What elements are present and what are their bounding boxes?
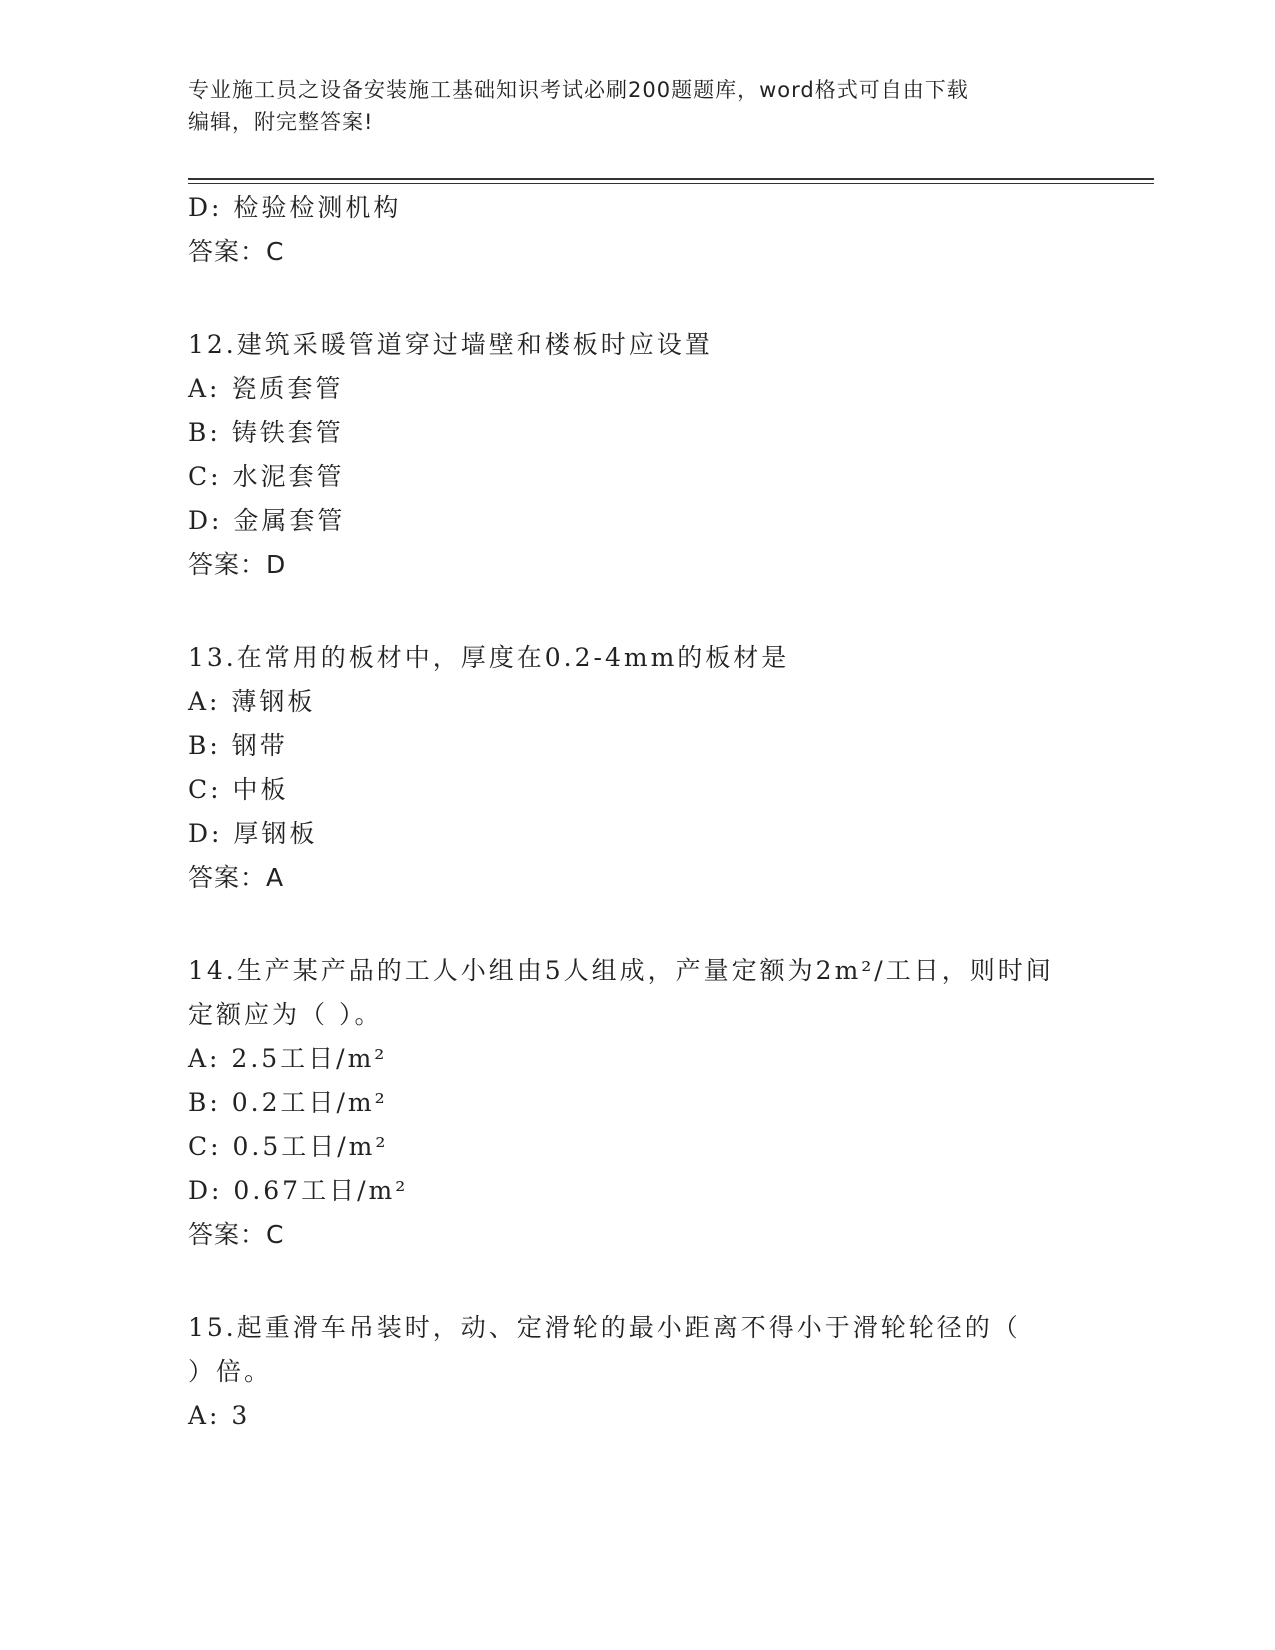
prev-answer: 答案：C — [188, 237, 285, 266]
question-12-option-d: D: 金属套管 — [188, 506, 346, 535]
question-12-option-a: A: 瓷质套管 — [188, 374, 344, 403]
question-14-answer: 答案：C — [188, 1220, 285, 1249]
question-15-stem-line-2: ）倍。 — [188, 1357, 273, 1386]
question-13-option-a: A: 薄钢板 — [188, 687, 316, 716]
question-14-option-a: A: 2.5工日/m² — [188, 1044, 388, 1073]
question-14-stem-line-1: 14.生产某产品的工人小组由5人组成，产量定额为2m²/工日，则时间 — [188, 956, 1054, 985]
header-divider-thick — [188, 178, 1154, 180]
header-line-1: 专业施工员之设备安装施工基础知识考试必刷200题题库，word格式可自由下载 — [188, 78, 969, 102]
question-12-option-c: C: 水泥套管 — [188, 462, 345, 491]
question-12-answer: 答案：D — [188, 550, 287, 579]
header-line-2: 编辑，附完整答案! — [188, 110, 374, 134]
question-14-stem-line-2: 定额应为（ ）。 — [188, 1000, 383, 1029]
question-14-option-d: D: 0.67工日/m² — [188, 1176, 409, 1205]
question-12-option-b: B: 铸铁套管 — [188, 418, 344, 447]
prev-option-d: D: 检验检测机构 — [188, 193, 402, 222]
question-12-stem: 12.建筑采暖管道穿过墙壁和楼板时应设置 — [188, 330, 713, 359]
question-13-stem: 13.在常用的板材中，厚度在0.2-4mm的板材是 — [188, 643, 790, 672]
question-13-option-d: D: 厚钢板 — [188, 819, 318, 848]
header-divider-thin — [188, 183, 1154, 184]
question-15-stem-line-1: 15.起重滑车吊装时，动、定滑轮的最小距离不得小于滑轮轮径的（ — [188, 1313, 1021, 1342]
question-14-option-b: B: 0.2工日/m² — [188, 1088, 388, 1117]
question-13-answer: 答案：A — [188, 863, 285, 892]
document-header — [188, 74, 1068, 138]
question-14-option-c: C: 0.5工日/m² — [188, 1132, 389, 1161]
question-15-option-a: A: 3 — [188, 1401, 251, 1430]
question-13-option-b: B: 钢带 — [188, 731, 288, 760]
question-13-option-c: C: 中板 — [188, 775, 289, 804]
